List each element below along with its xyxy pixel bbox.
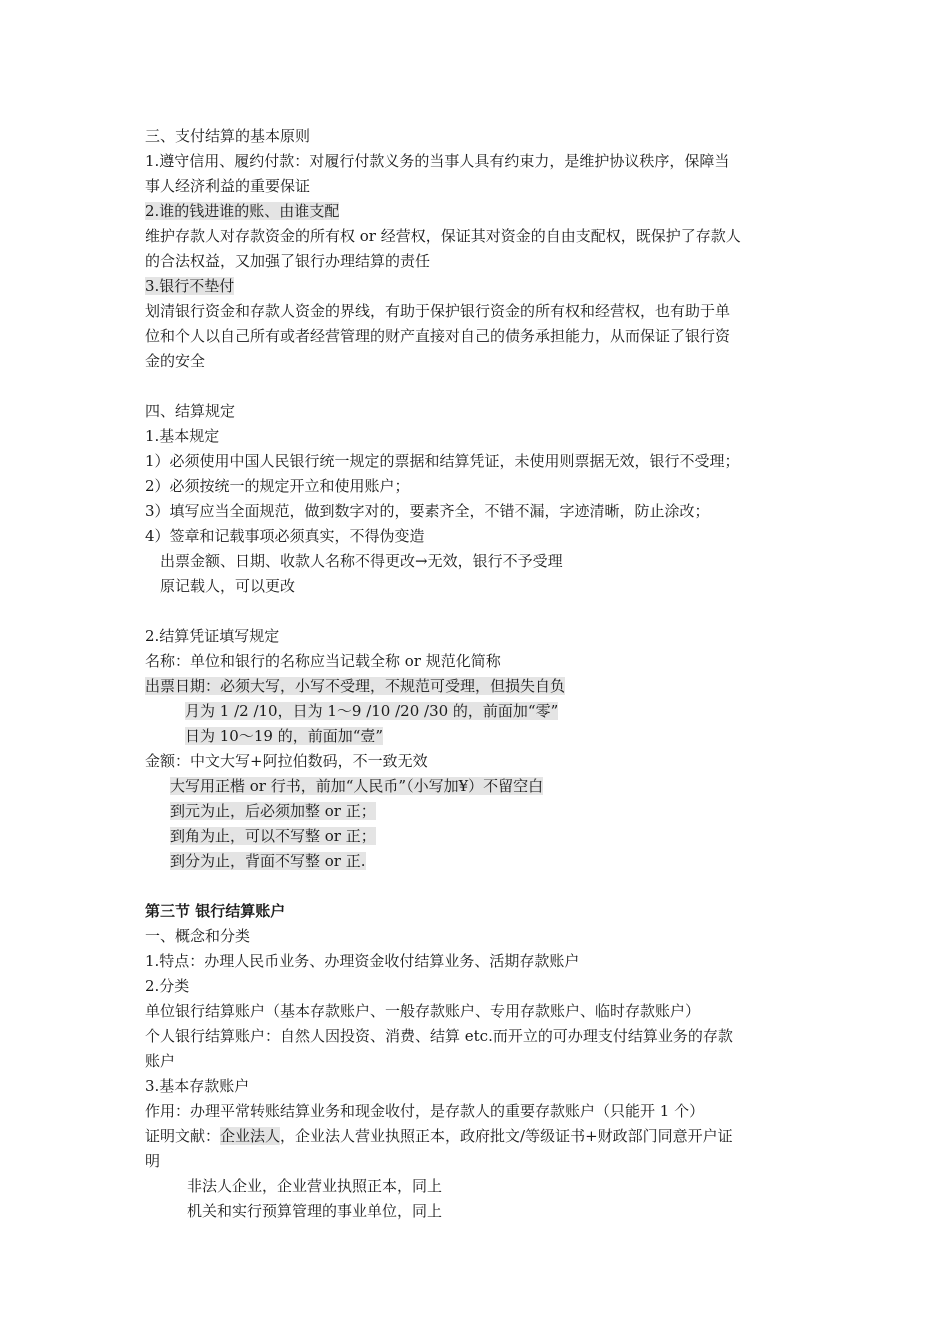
paragraph-line: 事人经济利益的重要保证 — [145, 177, 311, 195]
paragraph-line: 账户 — [145, 1052, 176, 1070]
list-item: 2）必须按统一的规定开立和使用账户； — [145, 477, 410, 495]
subheading: 2.结算凭证填写规定 — [145, 627, 280, 645]
highlighted-term: 企业法人 — [220, 1127, 281, 1145]
paragraph-line: 金额：中文大写+阿拉伯数码，不一致无效 — [145, 752, 428, 770]
paragraph-line: 1.遵守信用、履约付款：对履行付款义务的当事人具有约束力，是维护协议秩序，保障当 — [145, 152, 730, 170]
subheading: 2.分类 — [145, 977, 190, 995]
paragraph-line: 个人银行结算账户：自然人因投资、消费、结算 etc.而开立的可办理支付结算业务的存款 — [145, 1027, 733, 1045]
section-heading: 一、概念和分类 — [145, 927, 251, 945]
highlighted-line: 到分为止，背面不写整 or 正. — [170, 852, 366, 870]
highlighted-line: 到元为止，后必须加整 or 正； — [170, 802, 376, 820]
subheading: 1.基本规定 — [145, 427, 220, 445]
list-item: 3）填写应当全面规范，做到数字对的，要素齐全，不错不漏，字迹清晰，防止涂改； — [145, 502, 710, 520]
paragraph-line: 单位银行结算账户（基本存款账户、一般存款账户、专用存款账户、临时存款账户） — [145, 1002, 701, 1020]
proof-label: 证明文献： — [145, 1127, 221, 1145]
highlighted-line: 大写用正楷 or 行书，前加“人民币”（小写加¥）不留空白 — [170, 777, 544, 795]
highlighted-title: 2.谁的钱进谁的账、由谁支配 — [145, 202, 340, 220]
paragraph-line — [145, 1126, 733, 1146]
list-subitem: 出票金额、日期、收款人名称不得更改→无效，银行不予受理 — [160, 552, 563, 570]
list-item: 4）签章和记载事项必须真实，不得伪变造 — [145, 527, 425, 545]
paragraph-line: 名称：单位和银行的名称应当记载全称 or 规范化简称 — [145, 652, 501, 670]
paragraph-line: 作用：办理平常转账结算业务和现金收付，是存款人的重要存款账户（只能开 1 个） — [145, 1102, 705, 1120]
highlighted-line: 日为 10～19 的，前面加“壹” — [185, 727, 384, 745]
list-subitem: 非法人企业，企业营业执照正本，同上 — [187, 1177, 443, 1195]
highlighted-title: 3.银行不垫付 — [145, 277, 235, 295]
paragraph-line: 维护存款人对存款资金的所有权 or 经营权，保证其对资金的自由支配权，既保护了存款人 — [145, 227, 741, 245]
paragraph-line: 位和个人以自己所有或者经营管理的财产直接对自己的债务承担能力，从而保证了银行资 — [145, 327, 731, 345]
chapter-heading: 第三节 银行结算账户 — [145, 902, 286, 920]
subheading: 3.基本存款账户 — [145, 1077, 250, 1095]
paragraph-line: 划清银行资金和存款人资金的界线，有助于保护银行资金的所有权和经营权，也有助于单 — [145, 302, 731, 320]
paragraph-line: 1.特点：办理人民币业务、办理资金收付结算业务、活期存款账户 — [145, 952, 580, 970]
list-subitem: 机关和实行预算管理的事业单位，同上 — [187, 1202, 443, 1220]
section-heading: 三、支付结算的基本原则 — [145, 127, 311, 145]
list-item: 1）必须使用中国人民银行统一规定的票据和结算凭证，未使用则票据无效，银行不受理； — [145, 452, 740, 470]
proof-text: ，企业法人营业执照正本，政府批文/等级证书+财政部门同意开户证 — [280, 1127, 733, 1145]
highlighted-line: 到角为止，可以不写整 or 正； — [170, 827, 376, 845]
highlighted-line: 出票日期：必须大写，小写不受理，不规范可受理，但损失自负 — [145, 677, 566, 695]
paragraph-line: 金的安全 — [145, 352, 206, 370]
paragraph-line: 的合法权益，又加强了银行办理结算的责任 — [145, 252, 431, 270]
highlighted-line: 月为 1 /2 /10，日为 1～9 /10 /20 /30 的，前面加“零” — [185, 702, 559, 720]
section-heading: 四、结算规定 — [145, 402, 236, 420]
list-subitem: 原记载人，可以更改 — [160, 577, 296, 595]
paragraph-line: 明 — [145, 1152, 161, 1170]
